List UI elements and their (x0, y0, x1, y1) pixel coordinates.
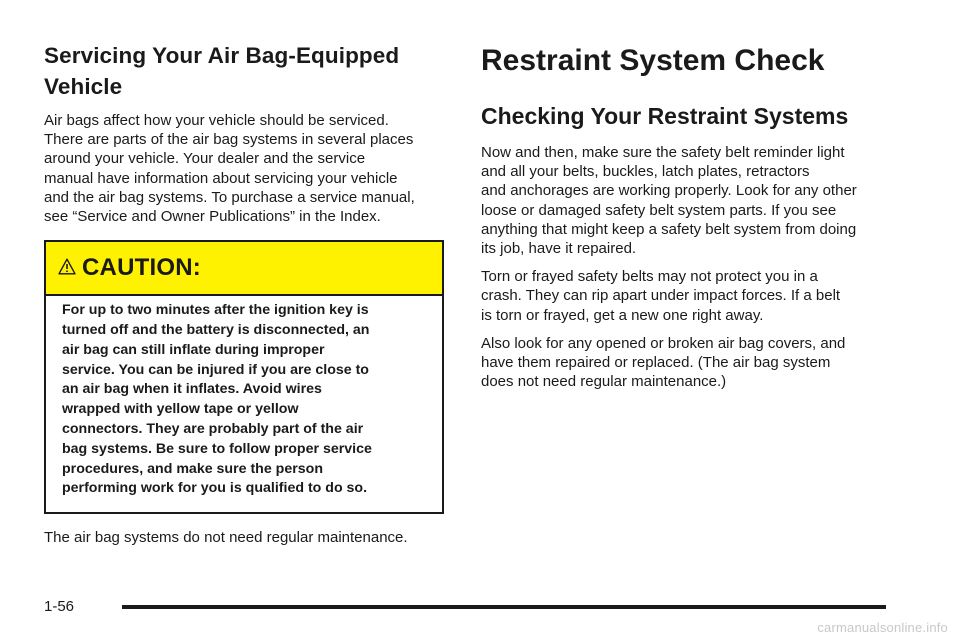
warning-triangle-icon (58, 258, 76, 275)
section-heading-checking: Checking Your Restraint Systems (481, 103, 849, 129)
section-heading-servicing: Servicing Your Air Bag-Equipped Vehicle (44, 43, 400, 99)
caution-text: For up to two minutes after the ignition key is turned off and the battery is disconnected, an air bag can still inflate during improper service. You can be injured if you are close to an air bag when it inflates. Avoid wires wrapped with yellow tape or yellow connectors. They are probably part of the air bag systems. Be sure to follow proper service procedures, and make sure the person performing work for you is qualified to do so. (62, 302, 372, 497)
maintenance-note: The air bag systems do not need regular maintenance. (44, 529, 408, 547)
page-footer (44, 597, 886, 617)
page-number: 1-56 (44, 598, 75, 615)
footer-rule (122, 605, 886, 609)
paragraph-air-bag-covers: Also look for any opened or broken air bag covers, and have them repaired or replaced. (The air bag system does not need regular maintenance.) (481, 334, 846, 391)
servicing-intro-paragraph: Air bags affect how your vehicle should be serviced. There are parts of the air bag systems in several places around your vehicle. Your dealer and the service manual have information about servicing your vehicle and the air bag systems. To purchase a service manual, see “Service and Owner Publications” in the Index. (44, 112, 415, 226)
page-title-restraint-check: Restraint System Check (481, 44, 825, 77)
caution-header (46, 242, 442, 296)
caution-box (44, 240, 444, 514)
paragraph-torn-belts: Torn or frayed safety belts may not protect you in a crash. They can rip apart under impact forces. If a belt is torn or frayed, get a new one right away. (481, 268, 841, 324)
caution-label: CAUTION: (82, 254, 201, 282)
left-column (44, 40, 448, 556)
paragraph-check-belts: Now and then, make sure the safety belt reminder light and all your belts, buckles, latch plates, retractors and anchorages are working properly. Look for any other loose or damaged safety belt system parts. If you see anything that might keep a safety belt system from doing its job, have it repaired. (481, 144, 857, 258)
right-column (481, 40, 901, 400)
watermark: carmanualsonline.info (817, 620, 948, 635)
